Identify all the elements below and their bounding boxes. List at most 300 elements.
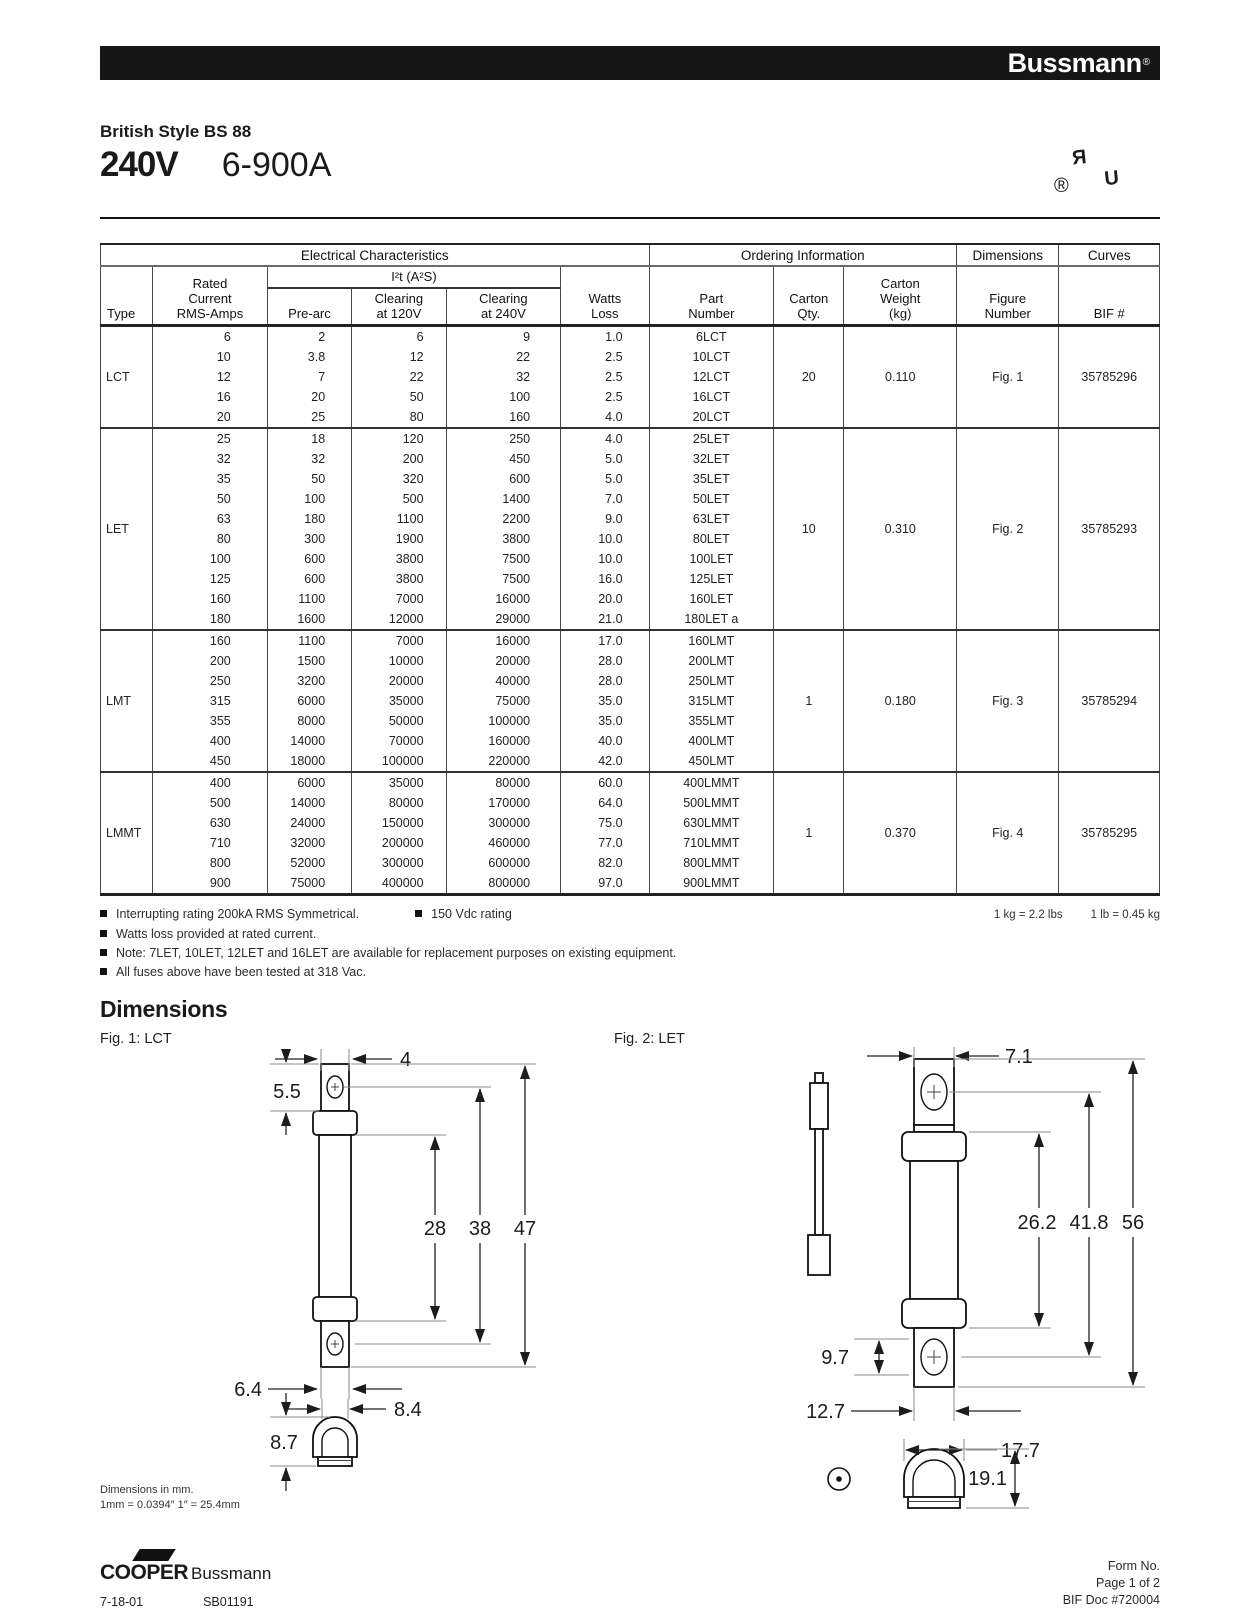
rated-current-cell: 400 (153, 772, 268, 793)
striker-end-dot (836, 1476, 842, 1482)
rated-current-cell: 630 (153, 813, 268, 833)
bif-doc-number: BIF Doc #720004 (1062, 1593, 1160, 1607)
footnote-text: Watts loss provided at rated current. (116, 927, 317, 941)
prearc-cell: 18 (267, 428, 351, 449)
prearc-cell: 300 (267, 529, 351, 549)
fuse-top-ferrule (313, 1111, 357, 1135)
cooper-flag-icon (132, 1549, 175, 1561)
col-header-part-number: Part Number (649, 266, 774, 326)
prearc-cell: 25 (267, 407, 351, 428)
ul-recognized-mark-icon (1046, 116, 1146, 203)
part-number-cell: 900LMMT (649, 873, 774, 895)
group-header-dimensions: Dimensions (957, 244, 1059, 266)
watts-loss-cell: 42.0 (561, 751, 649, 772)
part-number-cell: 400LMT (649, 731, 774, 751)
col-header-clearing-240: Clearing at 240V (446, 288, 561, 326)
prearc-cell: 1100 (267, 630, 351, 651)
carton-weight-cell: 0.110 (844, 326, 957, 429)
prearc-cell: 180 (267, 509, 351, 529)
rated-current-cell: 180 (153, 609, 268, 630)
fig1-dim-h3: 47 (513, 1218, 537, 1240)
prearc-cell: 20 (267, 387, 351, 407)
kg-to-lbs: 1 kg = 2.2 lbs (993, 909, 1063, 921)
part-number-cell: 80LET (649, 529, 774, 549)
prearc-cell: 32 (267, 449, 351, 469)
prearc-cell: 14000 (267, 793, 351, 813)
clearing-240-cell: 250 (446, 428, 561, 449)
rated-current-cell: 10 (153, 347, 268, 367)
col-header-rated-current: Rated Current RMS-Amps (153, 266, 268, 326)
type-cell: LET (101, 428, 153, 630)
footnote-text: All fuses above have been tested at 318 Vac. (116, 965, 366, 979)
title-divider (100, 217, 1160, 219)
part-number-cell: 180LET a (649, 609, 774, 630)
clearing-240-cell: 75000 (446, 691, 561, 711)
footer-right (1063, 1558, 1160, 1609)
watts-loss-cell: 2.5 (561, 347, 649, 367)
clearing-120-cell: 20000 (352, 671, 446, 691)
rated-current-cell: 6 (153, 326, 268, 348)
watts-loss-cell: 21.0 (561, 609, 649, 630)
part-number-cell: 10LCT (649, 347, 774, 367)
carton-qty-cell: 20 (774, 326, 844, 429)
prearc-cell: 1500 (267, 651, 351, 671)
clearing-240-cell: 1400 (446, 489, 561, 509)
fuse-end-view-tag (322, 1428, 348, 1457)
square-bullet-icon (100, 968, 107, 975)
part-number-cell: 12LCT (649, 367, 774, 387)
watts-loss-cell: 64.0 (561, 793, 649, 813)
cooper-bussmann-logo (100, 1547, 271, 1585)
rated-current-cell: 32 (153, 449, 268, 469)
clearing-240-cell: 29000 (446, 609, 561, 630)
mm-note-line1: Dimensions in mm. (100, 1484, 194, 1496)
prearc-cell: 7 (267, 367, 351, 387)
footer-doc-line (100, 1595, 271, 1609)
watts-loss-cell: 5.0 (561, 469, 649, 489)
prearc-cell: 600 (267, 549, 351, 569)
clearing-240-cell: 170000 (446, 793, 561, 813)
rating-line (100, 145, 331, 185)
fuse-shoulder (914, 1125, 954, 1132)
part-number-cell: 50LET (649, 489, 774, 509)
ampere-range: 6-900A (221, 146, 332, 184)
rated-current-cell: 12 (153, 367, 268, 387)
part-number-cell: 100LET (649, 549, 774, 569)
bif-number-cell: 35785294 (1059, 630, 1160, 772)
mm-note (100, 1483, 240, 1513)
watts-loss-cell: 28.0 (561, 651, 649, 671)
voltage-rating: 240V (100, 145, 178, 184)
clearing-120-cell: 500 (352, 489, 446, 509)
watts-loss-cell: 10.0 (561, 549, 649, 569)
fig1-dim-top-width: 4 (400, 1049, 412, 1071)
footnote-text: Interrupting rating 200kA RMS Symmetrical. (116, 907, 360, 921)
footer-doc-number: SB01191 (203, 1595, 254, 1609)
prearc-cell: 100 (267, 489, 351, 509)
dimensions-heading: Dimensions (100, 996, 228, 1022)
clearing-120-cell: 12000 (352, 609, 446, 630)
figure-number-cell: Fig. 1 (957, 326, 1059, 429)
type-cell: LCT (101, 326, 153, 429)
footnote-row (100, 944, 1160, 963)
ul-mark-r: Я (1070, 146, 1088, 170)
watts-loss-cell: 28.0 (561, 671, 649, 691)
fig1-dim-h1: 28 (423, 1218, 447, 1240)
carton-weight-cell: 0.180 (844, 630, 957, 772)
clearing-120-cell: 200000 (352, 833, 446, 853)
clearing-240-cell: 80000 (446, 772, 561, 793)
clearing-120-cell: 6 (352, 326, 446, 348)
part-number-cell: 25LET (649, 428, 774, 449)
clearing-120-cell: 70000 (352, 731, 446, 751)
fuse-end-view-tag (913, 1460, 955, 1497)
footnotes (100, 905, 1160, 982)
lb-to-kg: 1 lb = 0.45 kg (1090, 909, 1160, 921)
part-number-cell: 6LCT (649, 326, 774, 348)
watts-loss-cell: 17.0 (561, 630, 649, 651)
clearing-240-cell: 460000 (446, 833, 561, 853)
footnote-row (100, 925, 1160, 944)
fuse-top-ferrule (902, 1132, 966, 1161)
col-header-figure-number: Figure Number (957, 266, 1059, 326)
carton-qty-cell: 10 (774, 428, 844, 630)
clearing-120-cell: 7000 (352, 589, 446, 609)
type-cell: LMMT (101, 772, 153, 895)
fuse-bottom-ferrule (902, 1299, 966, 1328)
clearing-120-cell: 1100 (352, 509, 446, 529)
clearing-120-cell: 120 (352, 428, 446, 449)
rated-current-cell: 900 (153, 873, 268, 895)
part-number-cell: 200LMT (649, 651, 774, 671)
prearc-cell: 1100 (267, 589, 351, 609)
footer-date: 7-18-01 (100, 1595, 144, 1609)
square-bullet-icon (100, 930, 107, 937)
page-number: Page 1 of 2 (1096, 1576, 1160, 1590)
clearing-120-cell: 320 (352, 469, 446, 489)
col-header-clearing-120: Clearing at 120V (352, 288, 446, 326)
clearing-240-cell: 32 (446, 367, 561, 387)
watts-loss-cell: 35.0 (561, 691, 649, 711)
clearing-240-cell: 160 (446, 407, 561, 428)
col-header-i2t: I²t (A²S) (267, 266, 560, 288)
prearc-cell: 52000 (267, 853, 351, 873)
part-number-cell: 630LMMT (649, 813, 774, 833)
table-group-header-row (101, 244, 1160, 266)
clearing-240-cell: 16000 (446, 589, 561, 609)
prearc-cell: 50 (267, 469, 351, 489)
spec-table (100, 243, 1160, 896)
prearc-cell: 3.8 (267, 347, 351, 367)
clearing-120-cell: 10000 (352, 651, 446, 671)
col-header-carton-qty: Carton Qty. (774, 266, 844, 326)
part-number-cell: 800LMMT (649, 853, 774, 873)
watts-loss-cell: 9.0 (561, 509, 649, 529)
prearc-cell: 1600 (267, 609, 351, 630)
figure-2-label: Fig. 2: LET (614, 1031, 685, 1047)
table-header-row-1 (101, 266, 1160, 288)
title-text (100, 122, 331, 185)
footnote-item (100, 905, 359, 924)
clearing-240-cell: 7500 (446, 549, 561, 569)
fig2-dim-h2: 41.8 (1069, 1212, 1109, 1234)
fig1-dim-end-width: 8.4 (394, 1399, 422, 1421)
spec-table-body (101, 326, 1160, 895)
clearing-240-cell: 160000 (446, 731, 561, 751)
rated-current-cell: 710 (153, 833, 268, 853)
fig2-dim-end-width: 17.7 (1001, 1440, 1040, 1462)
fuse-bottom-ferrule (313, 1297, 357, 1321)
footnote-text: 150 Vdc rating (431, 907, 512, 921)
clearing-120-cell: 35000 (352, 772, 446, 793)
fuse-end-view-base (908, 1497, 960, 1508)
mm-note-line2: 1mm = 0.0394″ 1″ = 25.4mm (100, 1499, 240, 1511)
group-header-electrical: Electrical Characteristics (101, 244, 650, 266)
figure-2-block (614, 1031, 1145, 1517)
unit-conversions (994, 906, 1160, 925)
clearing-120-cell: 35000 (352, 691, 446, 711)
part-number-cell: 35LET (649, 469, 774, 489)
clearing-120-cell: 80000 (352, 793, 446, 813)
watts-loss-cell: 82.0 (561, 853, 649, 873)
part-number-cell: 125LET (649, 569, 774, 589)
part-number-cell: 32LET (649, 449, 774, 469)
clearing-120-cell: 100000 (352, 751, 446, 772)
prearc-cell: 2 (267, 326, 351, 348)
prearc-cell: 6000 (267, 691, 351, 711)
clearing-120-cell: 80 (352, 407, 446, 428)
prearc-cell: 18000 (267, 751, 351, 772)
striker-pin-base (808, 1235, 830, 1275)
square-bullet-icon (415, 910, 422, 917)
clearing-240-cell: 7500 (446, 569, 561, 589)
watts-loss-cell: 5.0 (561, 449, 649, 469)
registered-mark: ® (1142, 57, 1150, 69)
watts-loss-cell: 1.0 (561, 326, 649, 348)
cooper-logo-text: COOPER (100, 1561, 189, 1584)
watts-loss-cell: 77.0 (561, 833, 649, 853)
watts-loss-cell: 4.0 (561, 428, 649, 449)
fig1-dim-h2: 38 (468, 1218, 492, 1240)
figure-number-cell: Fig. 4 (957, 772, 1059, 895)
clearing-120-cell: 200 (352, 449, 446, 469)
footnote-text: Note: 7LET, 10LET, 12LET and 16LET are available for replacement purposes on existing equipment. (116, 946, 677, 960)
bif-number-cell: 35785293 (1059, 428, 1160, 630)
rated-current-cell: 100 (153, 549, 268, 569)
rated-current-cell: 450 (153, 751, 268, 772)
group-header-ordering: Ordering Information (649, 244, 956, 266)
fig2-dim-top-width: 7.1 (1005, 1047, 1033, 1068)
footnote-row (100, 963, 1160, 982)
part-number-cell: 500LMMT (649, 793, 774, 813)
rated-current-cell: 20 (153, 407, 268, 428)
prearc-cell: 600 (267, 569, 351, 589)
clearing-120-cell: 1900 (352, 529, 446, 549)
table-row (101, 326, 1160, 348)
table-row (101, 428, 1160, 449)
brand-name: Bussmann (1007, 47, 1142, 78)
clearing-120-cell: 400000 (352, 873, 446, 895)
rated-current-cell: 50 (153, 489, 268, 509)
figure-number-cell: Fig. 3 (957, 630, 1059, 772)
series-subtitle: British Style BS 88 (100, 122, 252, 141)
watts-loss-cell: 20.0 (561, 589, 649, 609)
rated-current-cell: 160 (153, 589, 268, 609)
watts-loss-cell: 4.0 (561, 407, 649, 428)
part-number-cell: 710LMMT (649, 833, 774, 853)
fig1-dim-tag-height: 5.5 (273, 1081, 301, 1103)
prearc-cell: 14000 (267, 731, 351, 751)
clearing-120-cell: 12 (352, 347, 446, 367)
fig2-dim-end-height: 19.1 (968, 1468, 1007, 1490)
carton-qty-cell: 1 (774, 630, 844, 772)
prearc-cell: 6000 (267, 772, 351, 793)
ul-mark-u: U (1103, 166, 1120, 191)
clearing-240-cell: 450 (446, 449, 561, 469)
footnote-row (100, 905, 1160, 925)
fig1-dim-end-height: 8.7 (270, 1432, 298, 1454)
col-header-prearc: Pre-arc (267, 288, 351, 326)
clearing-240-cell: 600 (446, 469, 561, 489)
ul-mark-reg: ® (1054, 175, 1069, 197)
figure-1-block (100, 1031, 614, 1517)
figure-number-cell: Fig. 2 (957, 428, 1059, 630)
fuse-end-view-base (318, 1457, 352, 1466)
carton-weight-cell: 0.310 (844, 428, 957, 630)
part-number-cell: 20LCT (649, 407, 774, 428)
watts-loss-cell: 35.0 (561, 711, 649, 731)
watts-loss-cell: 7.0 (561, 489, 649, 509)
fig1-dim-bottom-width: 6.4 (234, 1379, 262, 1401)
part-number-cell: 315LMT (649, 691, 774, 711)
carton-qty-cell: 1 (774, 772, 844, 895)
clearing-240-cell: 220000 (446, 751, 561, 772)
part-number-cell: 355LMT (649, 711, 774, 731)
rated-current-cell: 80 (153, 529, 268, 549)
clearing-240-cell: 800000 (446, 873, 561, 895)
form-no-label: Form No. (1107, 1559, 1160, 1573)
clearing-240-cell: 40000 (446, 671, 561, 691)
bif-number-cell: 35785296 (1059, 326, 1160, 429)
clearing-240-cell: 2200 (446, 509, 561, 529)
clearing-240-cell: 9 (446, 326, 561, 348)
group-header-curves: Curves (1059, 244, 1160, 266)
prearc-cell: 32000 (267, 833, 351, 853)
table-row (101, 772, 1160, 793)
figure-2-drawing (699, 1047, 1169, 1517)
clearing-240-cell: 600000 (446, 853, 561, 873)
figure-1-drawing (170, 1049, 610, 1501)
col-header-bif: BIF # (1059, 266, 1160, 326)
col-header-type: Type (101, 266, 153, 326)
watts-loss-cell: 40.0 (561, 731, 649, 751)
fig2-dim-h1: 26.2 (1017, 1212, 1057, 1234)
rated-current-cell: 800 (153, 853, 268, 873)
square-bullet-icon (100, 910, 107, 917)
footnote-item (415, 905, 512, 924)
col-header-watts-loss: Watts Loss (561, 266, 649, 326)
clearing-240-cell: 3800 (446, 529, 561, 549)
table-row (101, 630, 1160, 651)
rated-current-cell: 25 (153, 428, 268, 449)
rated-current-cell: 355 (153, 711, 268, 731)
rated-current-cell: 250 (153, 671, 268, 691)
part-number-cell: 16LCT (649, 387, 774, 407)
brand-logo-text (1008, 48, 1150, 79)
clearing-120-cell: 3800 (352, 549, 446, 569)
dimension-figures (100, 1031, 1160, 1517)
part-number-cell: 160LET (649, 589, 774, 609)
clearing-240-cell: 100 (446, 387, 561, 407)
rated-current-cell: 200 (153, 651, 268, 671)
clearing-240-cell: 20000 (446, 651, 561, 671)
brand-bar (100, 46, 1160, 80)
part-number-cell: 63LET (649, 509, 774, 529)
clearing-120-cell: 150000 (352, 813, 446, 833)
clearing-120-cell: 50 (352, 387, 446, 407)
fig2-dim-hole-height: 9.7 (821, 1347, 849, 1369)
clearing-120-cell: 300000 (352, 853, 446, 873)
part-number-cell: 400LMMT (649, 772, 774, 793)
rated-current-cell: 400 (153, 731, 268, 751)
fig2-dim-bottom-width: 12.7 (806, 1401, 845, 1423)
prearc-cell: 8000 (267, 711, 351, 731)
watts-loss-cell: 10.0 (561, 529, 649, 549)
bif-number-cell: 35785295 (1059, 772, 1160, 895)
fuse-body (319, 1135, 351, 1297)
prearc-cell: 3200 (267, 671, 351, 691)
rated-current-cell: 315 (153, 691, 268, 711)
rated-current-cell: 500 (153, 793, 268, 813)
rated-current-cell: 63 (153, 509, 268, 529)
clearing-120-cell: 22 (352, 367, 446, 387)
carton-weight-cell: 0.370 (844, 772, 957, 895)
watts-loss-cell: 97.0 (561, 873, 649, 895)
fig2-dim-h3: 56 (1121, 1212, 1145, 1234)
watts-loss-cell: 2.5 (561, 367, 649, 387)
clearing-240-cell: 100000 (446, 711, 561, 731)
watts-loss-cell: 16.0 (561, 569, 649, 589)
figure-1-label: Fig. 1: LCT (100, 1031, 172, 1047)
rated-current-cell: 16 (153, 387, 268, 407)
clearing-240-cell: 22 (446, 347, 561, 367)
title-section (100, 122, 1160, 203)
square-bullet-icon (100, 949, 107, 956)
rated-current-cell: 125 (153, 569, 268, 589)
bussmann-logo-text: Bussmann (191, 1564, 272, 1583)
watts-loss-cell: 2.5 (561, 387, 649, 407)
clearing-120-cell: 3800 (352, 569, 446, 589)
clearing-240-cell: 16000 (446, 630, 561, 651)
watts-loss-cell: 60.0 (561, 772, 649, 793)
prearc-cell: 24000 (267, 813, 351, 833)
part-number-cell: 250LMT (649, 671, 774, 691)
rated-current-cell: 35 (153, 469, 268, 489)
striker-pin-top (810, 1083, 828, 1129)
striker-pin-nub (815, 1073, 823, 1083)
clearing-120-cell: 50000 (352, 711, 446, 731)
rated-current-cell: 160 (153, 630, 268, 651)
fuse-body (910, 1161, 958, 1299)
prearc-cell: 75000 (267, 873, 351, 895)
watts-loss-cell: 75.0 (561, 813, 649, 833)
type-cell: LMT (101, 630, 153, 772)
col-header-carton-weight: Carton Weight (kg) (844, 266, 957, 326)
clearing-240-cell: 300000 (446, 813, 561, 833)
clearing-120-cell: 7000 (352, 630, 446, 651)
part-number-cell: 450LMT (649, 751, 774, 772)
part-number-cell: 160LMT (649, 630, 774, 651)
